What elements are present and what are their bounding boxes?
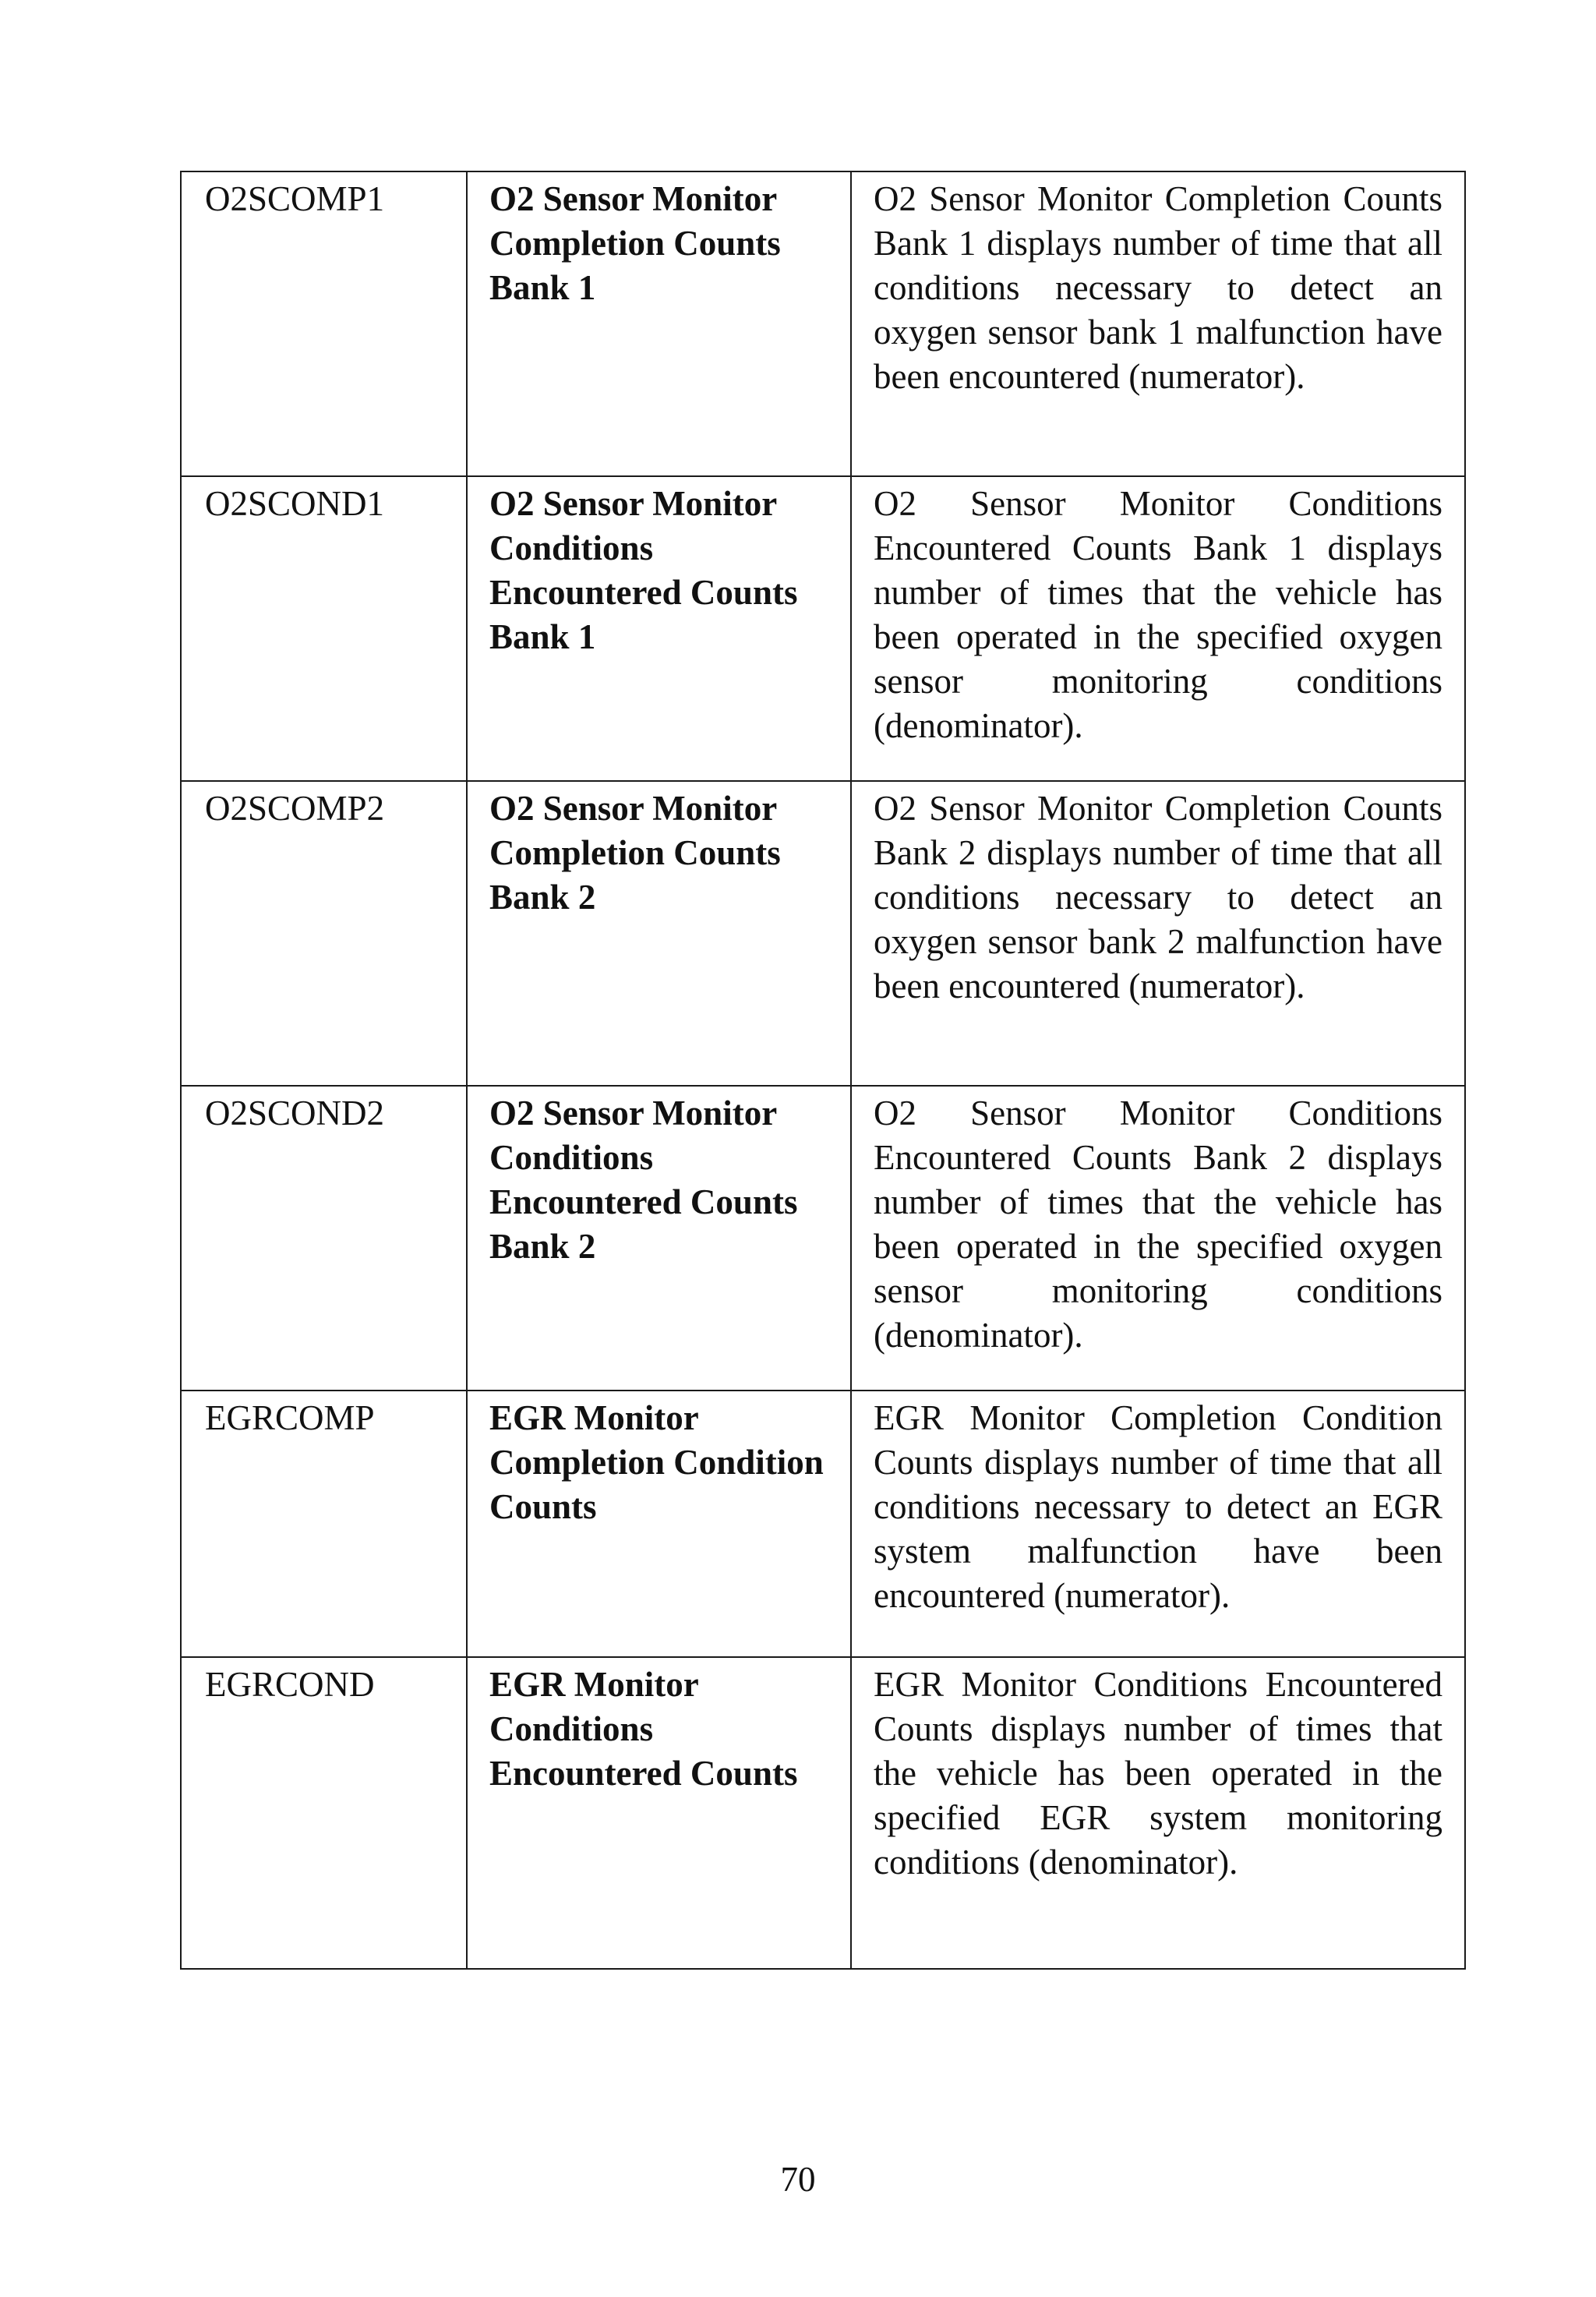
parameter-name: O2 Sensor Monitor Conditions Encountered Counts Bank 1 bbox=[467, 476, 851, 781]
table-row bbox=[181, 1391, 1465, 1657]
parameter-description: EGR Monitor Conditions Encountered Counts displays number of times that the vehicle has been operated in the specified EGR system monitoring conditions (denominator). bbox=[851, 1657, 1465, 1969]
parameter-table bbox=[180, 171, 1466, 1970]
parameter-code: EGRCOND bbox=[181, 1657, 467, 1969]
parameter-description: O2 Sensor Monitor Conditions Encountered Counts Bank 2 displays number of times that the vehicle has been operated in the specified oxygen sensor monitoring conditions (denominator). bbox=[851, 1086, 1465, 1391]
table-row bbox=[181, 1657, 1465, 1969]
parameter-code: O2SCOMP2 bbox=[181, 781, 467, 1086]
parameter-name: EGR Monitor Conditions Encountered Counts bbox=[467, 1657, 851, 1969]
table-row bbox=[181, 476, 1465, 781]
parameter-code: O2SCOND1 bbox=[181, 476, 467, 781]
parameter-description: O2 Sensor Monitor Conditions Encountered Counts Bank 1 displays number of times that the vehicle has been operated in the specified oxygen sensor monitoring conditions (denominator). bbox=[851, 476, 1465, 781]
parameter-description: O2 Sensor Monitor Completion Counts Bank 1 displays number of time that all conditions necessary to detect an oxygen sensor bank 1 malfunction have been encountered (numerator). bbox=[851, 171, 1465, 476]
parameter-code: O2SCOND2 bbox=[181, 1086, 467, 1391]
parameter-description: O2 Sensor Monitor Completion Counts Bank 2 displays number of time that all conditions necessary to detect an oxygen sensor bank 2 malfunction have been encountered (numerator). bbox=[851, 781, 1465, 1086]
page-number: 70 bbox=[780, 2160, 816, 2199]
parameter-description: EGR Monitor Completion Condition Counts displays number of time that all conditions necessary to detect an EGR system malfunction have been encountered (numerator). bbox=[851, 1391, 1465, 1657]
table-row bbox=[181, 781, 1465, 1086]
table-row bbox=[181, 171, 1465, 476]
parameter-name: EGR Monitor Completion Condition Counts bbox=[467, 1391, 851, 1657]
parameter-code: EGRCOMP bbox=[181, 1391, 467, 1657]
parameter-name: O2 Sensor Monitor Conditions Encountered Counts Bank 2 bbox=[467, 1086, 851, 1391]
table-row bbox=[181, 1086, 1465, 1391]
parameter-name: O2 Sensor Monitor Completion Counts Bank 2 bbox=[467, 781, 851, 1086]
parameter-name: O2 Sensor Monitor Completion Counts Bank 1 bbox=[467, 171, 851, 476]
parameter-code: O2SCOMP1 bbox=[181, 171, 467, 476]
